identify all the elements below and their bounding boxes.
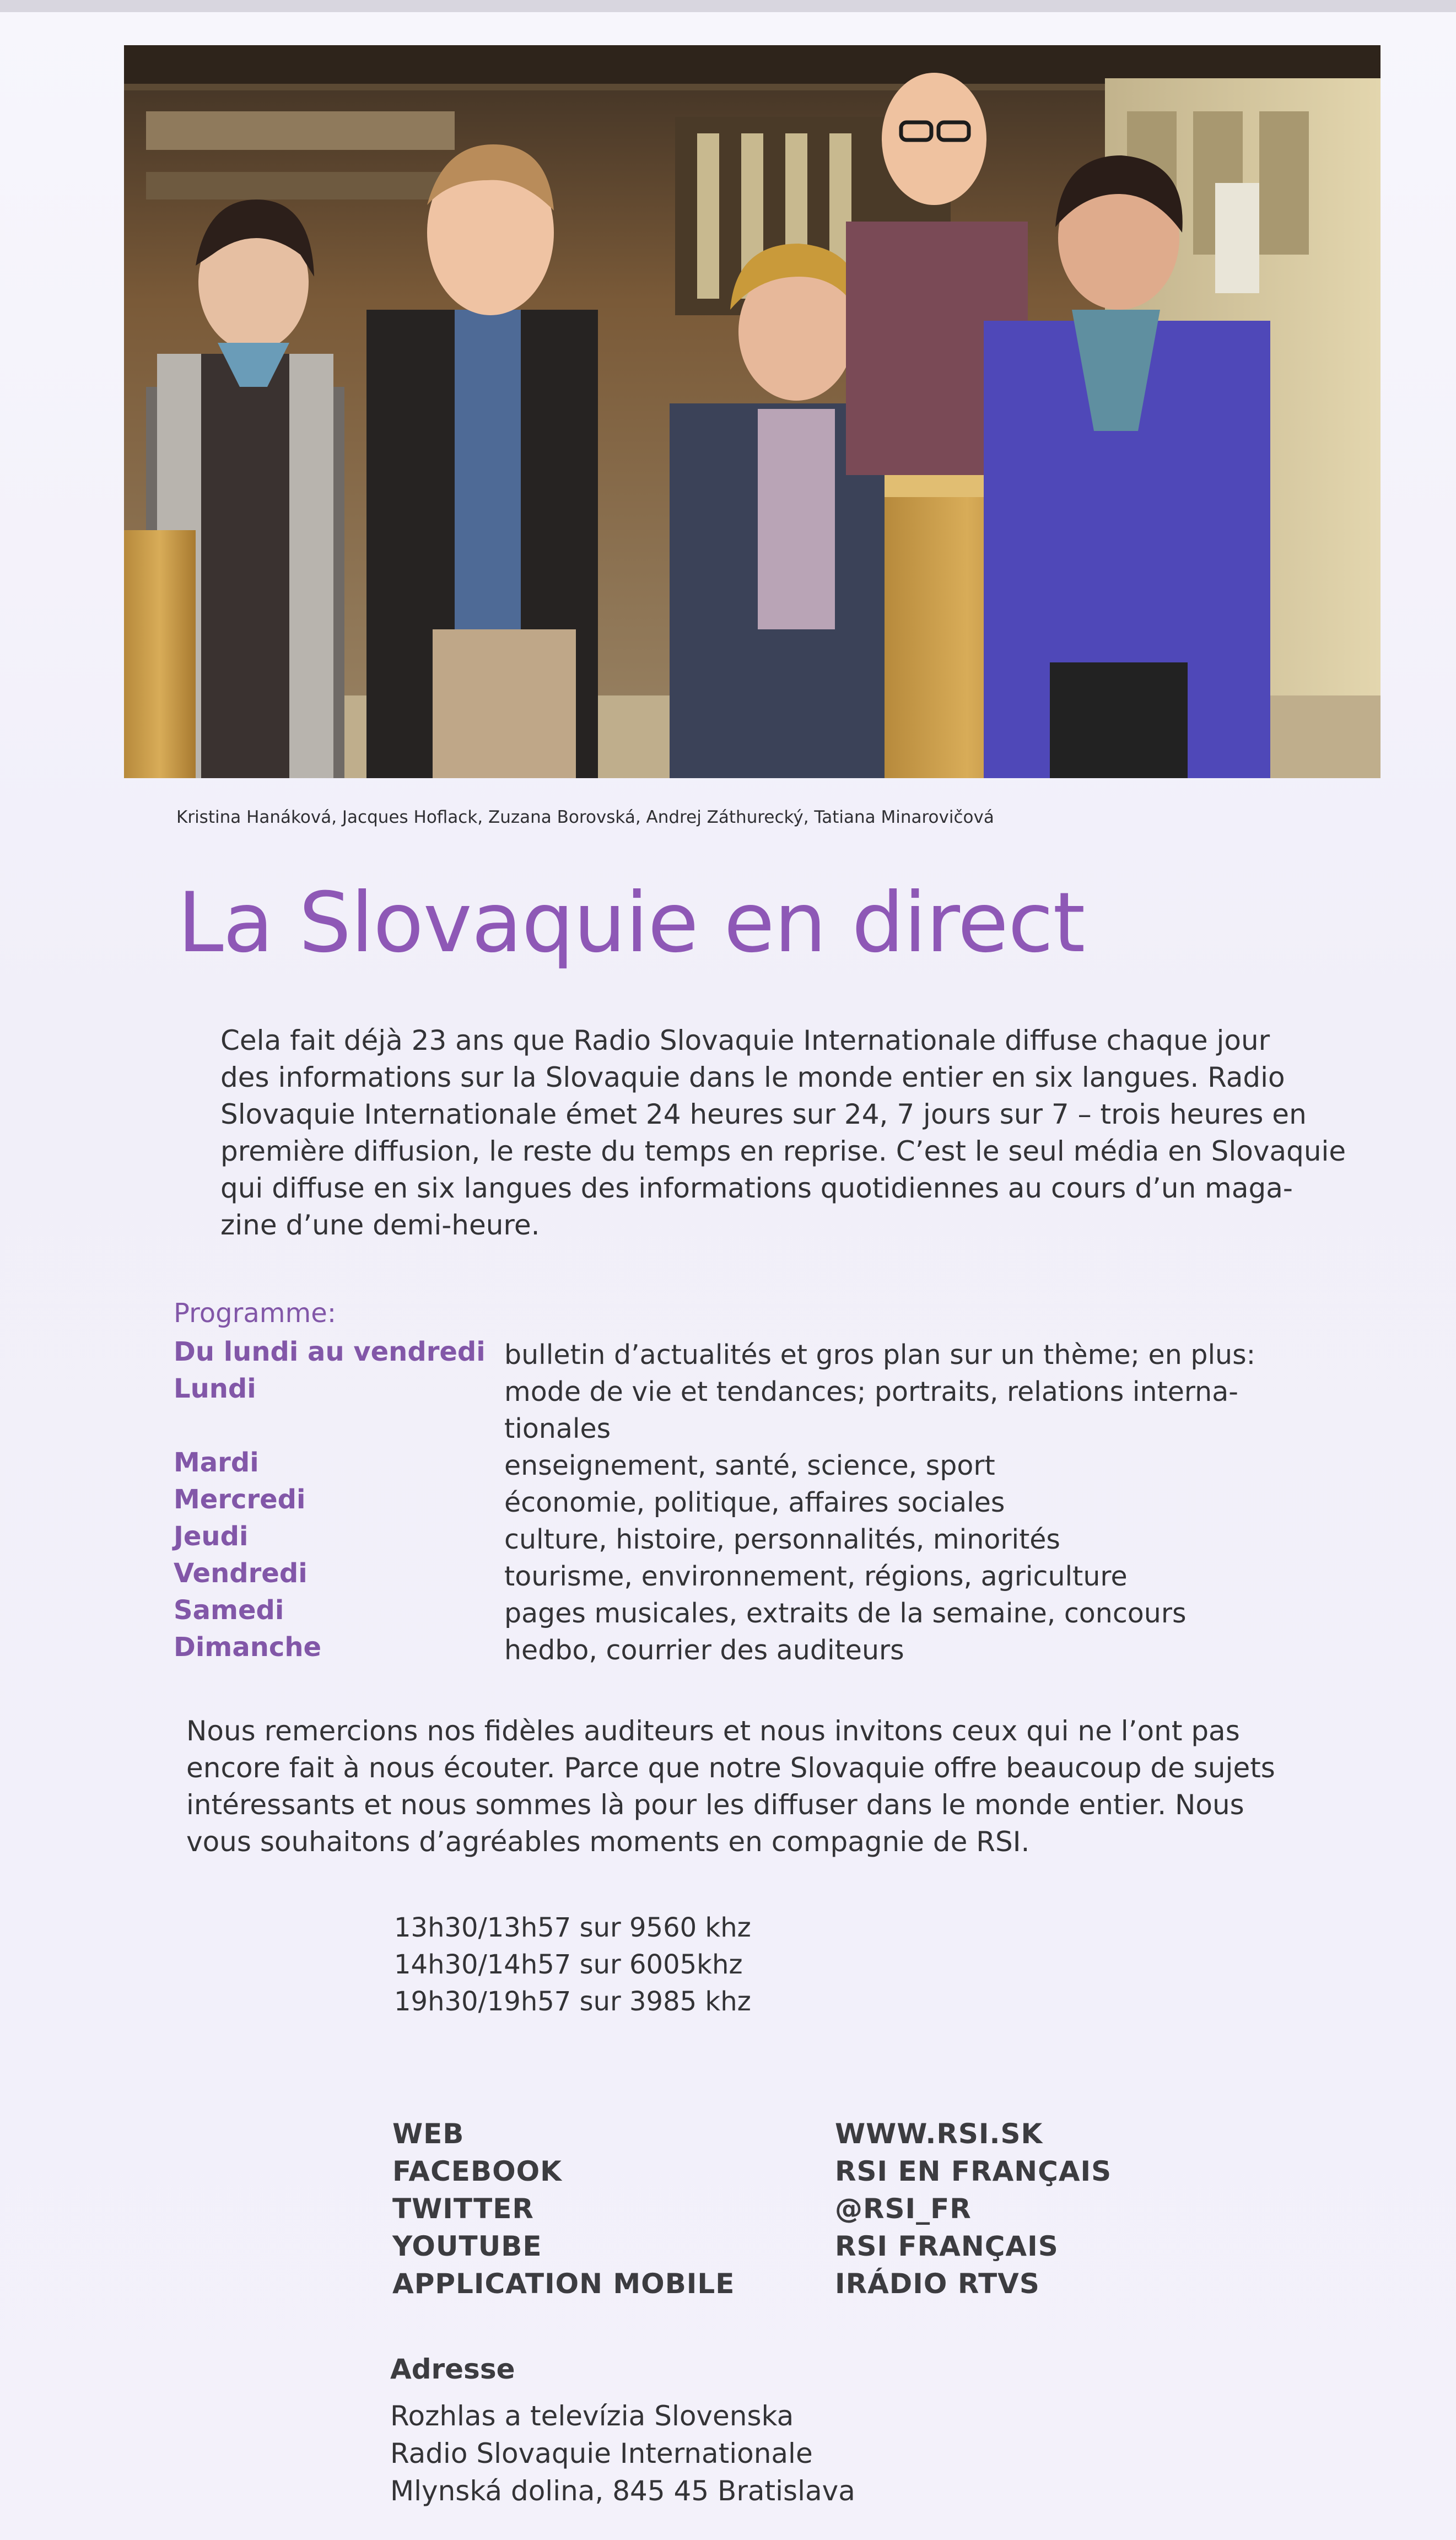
link-label-web: WEB <box>392 2118 465 2150</box>
intro-paragraph <box>220 1022 1346 1244</box>
intro-line: Slovaquie Internationale émet 24 heures sur 24, 7 jours sur 7 – trois heures en <box>220 1098 1307 1130</box>
link-label-mobile-app: APPLICATION MOBILE <box>392 2268 735 2300</box>
schedule-topic: hedbo, courrier des auditeurs <box>504 1635 904 1666</box>
schedule-topic: culture, histoire, personnalités, minorités <box>504 1524 1060 1555</box>
schedule-day: Lundi <box>174 1373 256 1404</box>
group-photo-illustration <box>124 45 1380 778</box>
link-label-facebook: FACEBOOK <box>392 2155 562 2187</box>
frequency-item: 19h30/19h57 sur 3985 khz <box>394 1986 751 2017</box>
link-labels <box>392 2115 735 2302</box>
thanks-line: Nous remercions nos fidèles auditeurs et nous invitons ceux qui ne l’ont pas <box>186 1715 1240 1747</box>
frequency-item: 14h30/14h57 sur 6005khz <box>394 1949 743 1980</box>
schedule-topic: économie, politique, affaires sociales <box>504 1487 1005 1518</box>
group-photo <box>124 45 1380 778</box>
schedule-day: Samedi <box>174 1595 284 1626</box>
intro-line: zine d’une demi-heure. <box>220 1209 540 1241</box>
link-value-youtube: RSI FRANÇAIS <box>835 2230 1059 2262</box>
thanks-line: intéressants et nous sommes là pour les diffuser dans le monde entier. Nous <box>186 1789 1244 1821</box>
schedule-day: Mardi <box>174 1447 259 1478</box>
link-value-mobile-app: IRÁDIO RTVS <box>835 2268 1040 2300</box>
link-label-youtube: YOUTUBE <box>392 2230 542 2262</box>
address-block <box>390 2397 855 2510</box>
schedule-topic: mode de vie et tendances; portraits, relations interna- <box>504 1376 1238 1407</box>
thanks-line: encore fait à nous écouter. Parce que notre Slovaquie offre beaucoup de sujets <box>186 1752 1275 1784</box>
schedule-day: Dimanche <box>174 1632 322 1663</box>
address-line: Mlynská dolina, 845 45 Bratislava <box>390 2475 855 2507</box>
schedule-topic: enseignement, santé, science, sport <box>504 1450 995 1481</box>
link-value-facebook: RSI EN FRANÇAIS <box>835 2155 1112 2187</box>
address-line: Radio Slovaquie Internationale <box>390 2437 813 2469</box>
frequency-list <box>394 1910 751 2020</box>
intro-line: première diffusion, le reste du temps en reprise. C’est le seul média en Slovaquie <box>220 1135 1346 1167</box>
schedule-topic: tourisme, environnement, régions, agriculture <box>504 1561 1128 1592</box>
intro-line: des informations sur la Slovaquie dans le monde entier en six langues. Radio <box>220 1061 1285 1093</box>
programme-heading: Programme: <box>174 1298 336 1329</box>
link-values <box>835 2115 1112 2302</box>
scan-top-edge <box>0 0 1456 12</box>
address-heading: Adresse <box>390 2353 515 2385</box>
schedule-topic: tionales <box>504 1413 611 1444</box>
schedule-day: Mercredi <box>174 1484 306 1515</box>
schedule-day: Vendredi <box>174 1558 308 1589</box>
schedule-topic: pages musicales, extraits de la semaine, concours <box>504 1598 1187 1629</box>
address-line: Rozhlas a televízia Slovenska <box>390 2400 794 2432</box>
photo-caption: Kristina Hanáková, Jacques Hoflack, Zuzana Borovská, Andrej Záthurecký, Tatiana Minarovičová <box>176 807 994 827</box>
frequency-item: 13h30/13h57 sur 9560 khz <box>394 1912 751 1943</box>
intro-line: Cela fait déjà 23 ans que Radio Slovaquie Internationale diffuse chaque jour <box>220 1024 1270 1056</box>
schedule-day: Jeudi <box>174 1521 249 1552</box>
link-value-web: WWW.RSI.SK <box>835 2118 1043 2150</box>
link-label-twitter: TWITTER <box>392 2193 534 2225</box>
intro-line: qui diffuse en six langues des informations quotidiennes au cours d’un maga- <box>220 1172 1293 1204</box>
schedule-day: Du lundi au vendredi <box>174 1336 486 1367</box>
thanks-line: vous souhaitons d’agréables moments en compagnie de RSI. <box>186 1826 1030 1858</box>
thanks-paragraph <box>186 1713 1275 1860</box>
schedule-topic: bulletin d’actualités et gros plan sur un thème; en plus: <box>504 1339 1256 1371</box>
link-value-twitter: @RSI_FR <box>835 2193 972 2225</box>
article-title: La Slovaquie en direct <box>177 875 1085 971</box>
